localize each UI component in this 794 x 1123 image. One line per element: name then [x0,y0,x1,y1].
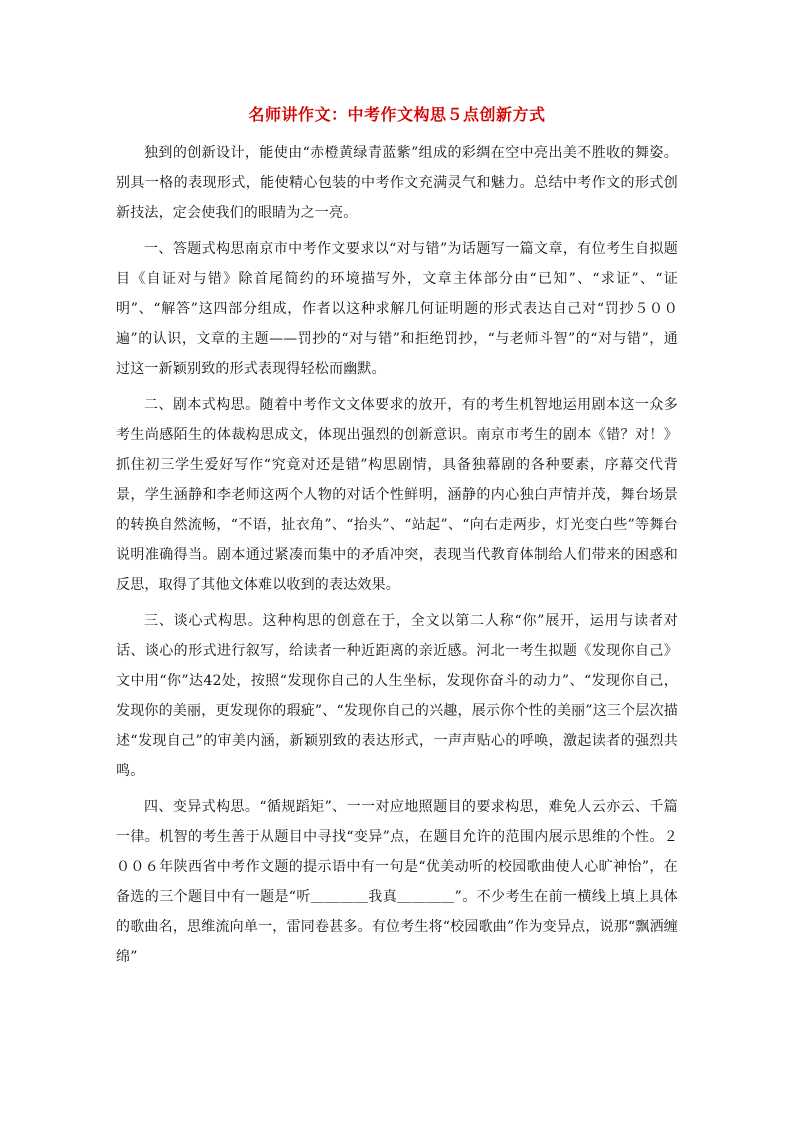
paragraph-heart-to-heart-style: 三、谈心式构思。这种构思的创意在于，全文以第二人称“你”展开，运用与读者对话、谈心的形式进行叙写，给读者一种近距离的亲近感。河北一考生拟题《发现你自己》文中用“你”达42处，按照“发现你自己的人生坐标，发现你奋斗的动力”、“发现你自己，发现你的美丽，更发现你的瑕疵”、“发现你自己的兴趣，展示你个性的美丽”这三个层次描述“发现自己”的审美内涵，新颖别致的表达形式，一声声贴心的呼唤，激起读者的强烈共鸣。 [116,613,678,779]
paragraph-answer-style: 一、答题式构思南京市中考作文要求以“对与错”为话题写一篇文章，有位考生自拟题目《自证对与错》除首尾简约的环境描写外，文章主体部分由“已知”、“求证”、“证明”、“解答”这四部分组成，作者以这种求解几何证明题的形式表达自己对“罚抄５００遍”的认识，文章的主题——罚抄的“对与错”和拒绝罚抄，“与老师斗智”的“对与错”，通过这一新颖别致的形式表现得轻松而幽默。 [116,241,678,377]
document-title: 名师讲作文：中考作文构思５点创新方式 [248,105,546,124]
paragraph-intro: 独到的创新设计，能使由“赤橙黄绿青蓝紫”组成的彩绸在空中亮出美不胜收的舞姿。别具一格的表现形式，能使精心包装的中考作文充满灵气和魅力。总结中考作文的形式创新技法，定会使我们的眼睛为之一亮。 [116,145,678,221]
document-page [116,100,678,978]
paragraph-variation-style: 四、变异式构思。“循规蹈矩”、一一对应地照题目的要求构思，难免人云亦云、千篇一律。机智的考生善于从题目中寻找“变异”点，在题目允许的范围内展示思维的个性。２００６年陕西省中考作文题的提示语中有一句是“优美动听的校园歌曲使人心旷神怡”，在备选的三个题目中有一题是“听＿＿＿＿我真＿＿＿＿”。不少考生在前一横线上填上具体的歌曲名，思维流向单一，雷同卷甚多。有位考生将“校园歌曲”作为变异点，说那“飘洒缠绵” [116,799,678,965]
paragraph-script-style: 二、剧本式构思。随着中考作文文体要求的放开，有的考生机智地运用剧本这一众多考生尚感陌生的体裁构思成文，体现出强烈的创新意识。南京市考生的剧本《错？对！》抓住初三学生爱好写作“究竟对还是错”构思剧情，具备独幕剧的各种要素，序幕交代背景，学生涵静和李老师这两个人物的对话个性鲜明，涵静的内心独白声情并茂，舞台场景的转换自然流畅，“不语，扯衣角”、“抬头”、“站起”、“向右走两步，灯光变白些”等舞台说明准确得当。剧本通过紧凑而集中的矛盾冲突，表现当代教育体制给人们带来的困惑和反思，取得了其他文体难以收到的表达效果。 [116,397,678,593]
